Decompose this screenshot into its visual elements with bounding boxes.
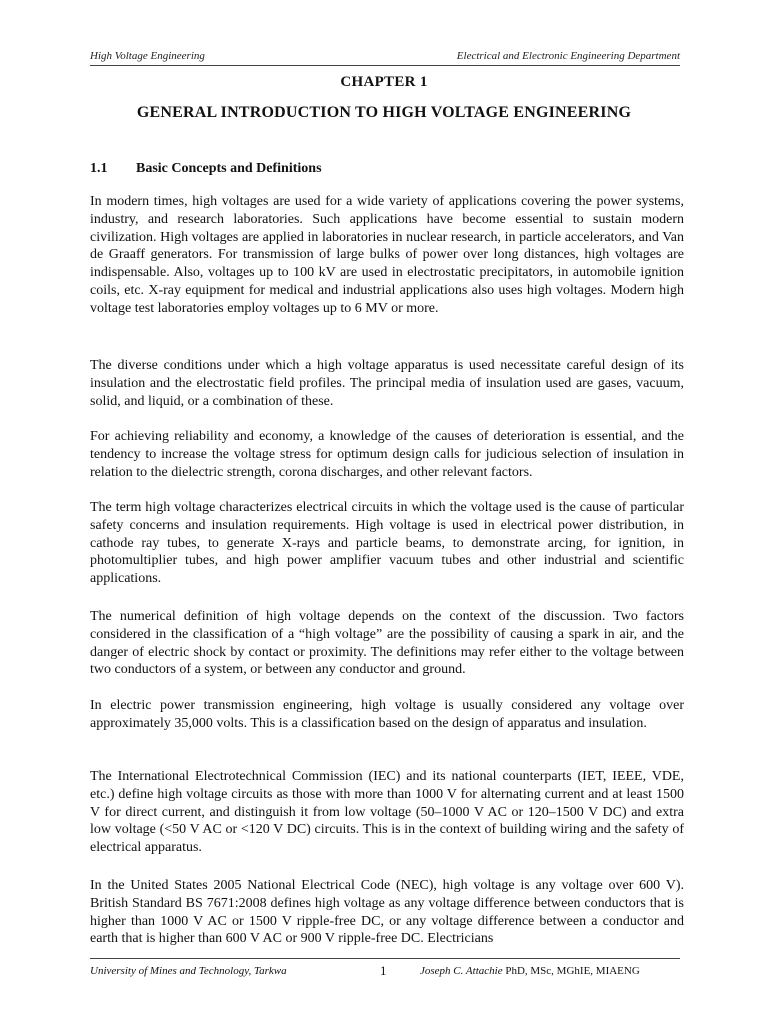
page-number: 1 (380, 963, 387, 978)
paragraph: For achieving reliability and economy, a knowledge of the causes of deterioration is essential, and the tendency to increase the voltage stress for optimum design calls for judicious selection of insulation in relation to the dielectric strength, corona discharges, and other relevant factors. (90, 429, 684, 480)
header-left: High Voltage Engineering (90, 50, 205, 62)
section-heading (90, 161, 322, 177)
paragraph: In electric power transmission engineering, high voltage is usually considered any voltage over approximately 35,000 volts. This is a classification based on the design of apparatus and insulation. (90, 698, 684, 731)
paragraph: The diverse conditions under which a high voltage apparatus is used necessitate careful design of its insulation and the electrostatic field profiles. The principal media of insulation used are gases, vacuum, solid, and liquid, or a combination of these. (90, 358, 684, 409)
running-header (90, 44, 680, 66)
paragraph: The International Electrotechnical Commission (IEC) and its national counterparts (IET, IEEE, VDE, etc.) define high voltage circuits as those with more than 1000 V for alternating current and at least 1500 V for direct current, and distinguish it from low voltage (50–1000 V AC or 120–1500 V DC) and extra low voltage (<50 V AC or <120 V DC) circuits. This is in the context of building wiring and the safety of electrical apparatus. (90, 769, 684, 856)
footer-institution: University of Mines and Technology, Tarkwa (90, 965, 287, 977)
paragraph: The numerical definition of high voltage depends on the context of the discussion. Two factors considered in the classification of a “high voltage” are the possibility of causing a spark in air, and the danger of electric shock by contact or proximity. The definitions may refer either to the voltage between two conductors of a system, or between any conductor and ground. (90, 609, 684, 678)
header-right: Electrical and Electronic Engineering Department (456, 50, 680, 62)
paragraph: In the United States 2005 National Electrical Code (NEC), high voltage is any voltage over 600 V). British Standard BS 7671:2008 defines high voltage as any voltage difference between conductors that is higher than 1000 V AC or 1500 V ripple-free DC, or any voltage difference between a conductor and earth that is higher than 600 V AC or 900 V ripple-free DC. Electricians (90, 878, 684, 947)
section-number: 1.1 (90, 161, 108, 176)
section-title: Basic Concepts and Definitions (136, 161, 322, 176)
footer-author: Joseph C. Attachie (420, 965, 503, 977)
paragraph: In modern times, high voltages are used for a wide variety of applications covering the power systems, industry, and research laboratories. Such applications have become essential to sustain modern civilization. High voltages are applied in laboratories in nuclear research, in particle accelerators, and Van de Graaff generators. For transmission of large bulks of power over long distances, high voltages are indispensable. Also, voltages up to 100 kV are used in electrostatic precipitators, in automobile ignition coils, etc. X-ray equipment for medical and industrial applications also uses high voltages. Modern high voltage test laboratories employ voltages up to 6 MV or more. (90, 194, 684, 316)
chapter-title: GENERAL INTRODUCTION TO HIGH VOLTAGE ENGINEERING (136, 104, 632, 121)
chapter-label: CHAPTER 1 (340, 74, 428, 90)
footer-qualifications: PhD, MSc, MGhIE, MIAENG (502, 965, 640, 977)
paragraph: The term high voltage characterizes electrical circuits in which the voltage used is the cause of particular safety concerns and insulation requirements. High voltage is used in electrical power distribution, in cathode ray tubes, to generate X-rays and particle beams, to demonstrate arcing, for ignition, in photomultiplier tubes, and high power amplifier vacuum tubes and other industrial and scientific applications. (90, 500, 684, 587)
footer-author-block (420, 965, 640, 977)
running-footer (90, 958, 680, 987)
